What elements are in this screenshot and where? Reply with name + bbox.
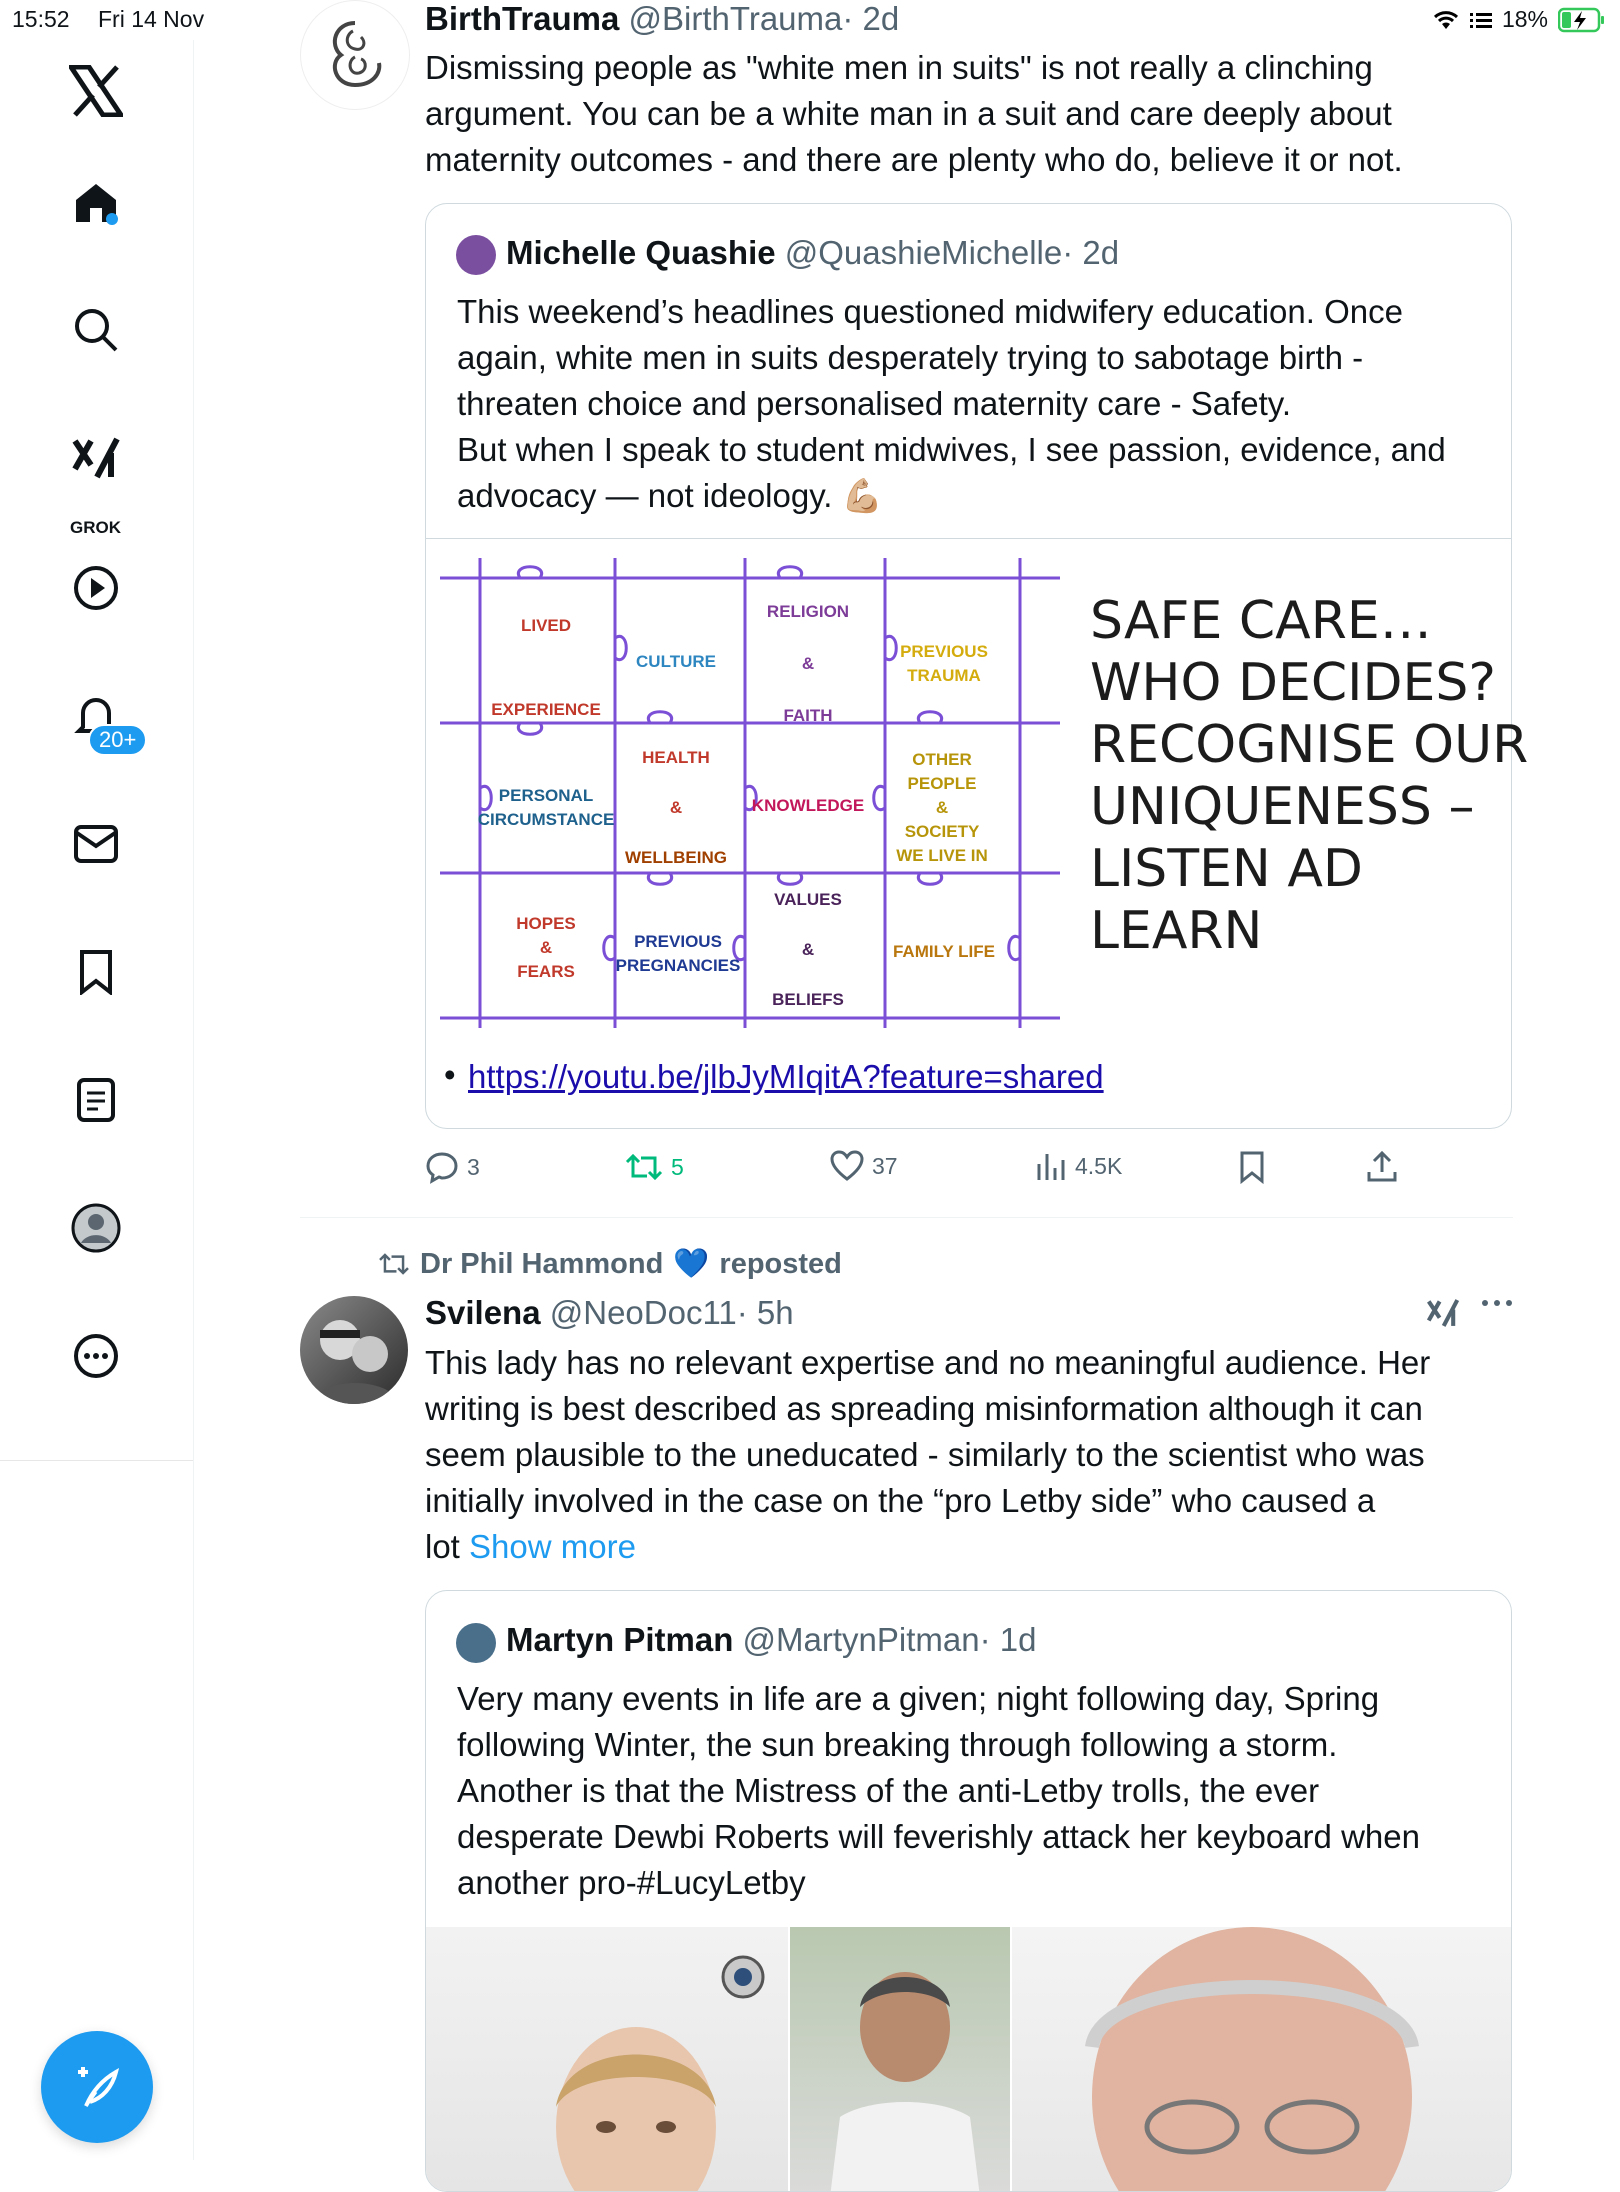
- nav-search[interactable]: [60, 294, 132, 366]
- svilena-photo-icon: [300, 1296, 408, 1404]
- repost-icon: [378, 1250, 410, 1278]
- share-icon: [1366, 1150, 1398, 1184]
- quote2-text: [457, 1676, 1497, 1906]
- link-bullet: •: [444, 1056, 456, 1093]
- puzzle-word: [908, 772, 977, 796]
- puzzle-word: [478, 808, 615, 832]
- notifications-badge: 20+: [88, 724, 147, 756]
- puzzle-word-text: CIRCUMSTANCE: [477, 810, 615, 829]
- puzzle-word-text: PREVIOUS: [634, 932, 722, 951]
- puzzle-word-text: &: [669, 798, 683, 817]
- bookmark-icon: [1238, 1150, 1266, 1184]
- svilena-avatar[interactable]: [300, 1296, 408, 1404]
- wifi-icon: [1432, 9, 1460, 31]
- repost-by-name[interactable]: Dr Phil Hammond: [420, 1247, 664, 1280]
- grok-icon: [71, 435, 121, 481]
- puzzle-word-text: FEARS: [517, 962, 575, 981]
- mail-icon: [73, 824, 119, 864]
- puzzle-word-text: LIVED: [520, 616, 572, 635]
- puzzle-word-text: RELIGION: [766, 602, 850, 621]
- puzzle-word-text: BELIEFS: [772, 990, 844, 1009]
- quote2-handle: @MartynPitman: [742, 1621, 980, 1658]
- puzzle-word-text: &: [935, 798, 949, 817]
- quote2-time: · 1d: [979, 1621, 1037, 1658]
- woman-face-icon: [536, 2017, 736, 2192]
- views-button[interactable]: [1035, 1150, 1122, 1182]
- puzzle-word: [912, 748, 972, 772]
- puzzle-word-text: &: [801, 940, 815, 959]
- puzzle-word: [499, 784, 593, 808]
- x-logo-icon: [69, 65, 123, 117]
- nav-profile[interactable]: [60, 1192, 132, 1264]
- status-right: [1432, 6, 1606, 33]
- quote1-line: This weekend’s headlines questioned midwifery education. Once: [457, 293, 1403, 330]
- sidebar-divider: [0, 1460, 193, 1461]
- tweet2-quote-card[interactable]: [425, 1590, 1512, 2192]
- bald-man-face-icon: [1042, 1927, 1462, 2192]
- battery-percent: 18%: [1501, 6, 1548, 32]
- puzzle-word-text: HEALTH: [642, 748, 710, 767]
- list-icon: [76, 1077, 116, 1123]
- repost-label: reposted: [719, 1247, 842, 1280]
- puzzle-word: [642, 746, 710, 770]
- martyn-avatar: [456, 1623, 496, 1663]
- tweet2-name[interactable]: Svilena: [425, 1294, 541, 1331]
- puzzle-word: [900, 640, 988, 664]
- puzzle-word: [636, 650, 716, 674]
- quote1-header: [506, 234, 1119, 272]
- quote2-line: Very many events in life are a given; night following day, Spring: [457, 1680, 1380, 1717]
- puzzle-word: [802, 938, 814, 962]
- puzzle-word-text: PREVIOUS: [900, 642, 988, 661]
- tweet1-time[interactable]: · 2d: [842, 0, 900, 37]
- grok-explain-button[interactable]: [1426, 1297, 1460, 1334]
- reply-count: 3: [467, 1153, 480, 1180]
- puzzle-word: [517, 960, 575, 984]
- battery-charging-icon: [1558, 7, 1606, 33]
- youtube-link[interactable]: https://youtu.be/jlbJyMIqitA?feature=shared: [468, 1058, 1104, 1095]
- quote1-line: But when I speak to student midwives, I see passion, evidence, and: [457, 431, 1446, 468]
- puzzle-word-text: FAITH: [783, 706, 833, 725]
- police-crest-icon: [718, 1947, 768, 2007]
- nav-lists[interactable]: [60, 1064, 132, 1136]
- show-more-link[interactable]: Show more: [469, 1528, 636, 1565]
- status-date: Fri 14 Nov: [98, 6, 205, 32]
- tweet1-name[interactable]: BirthTrauma: [425, 0, 620, 37]
- views-chart-icon: [1035, 1150, 1067, 1182]
- puzzle-word: [625, 846, 727, 870]
- quote2-name: Martyn Pitman: [506, 1621, 734, 1658]
- blue-heart-emoji: 💙: [673, 1248, 710, 1280]
- nav-home[interactable]: [60, 166, 132, 238]
- quote1-time: · 2d: [1062, 234, 1120, 271]
- quote2-line: Another is that the Mistress of the anti-Letby trolls, the ever: [457, 1772, 1320, 1809]
- puzzle-word-text: WELLBEING: [625, 848, 727, 867]
- like-button[interactable]: [830, 1150, 898, 1182]
- repost-count: 5: [671, 1153, 684, 1180]
- nav-grok[interactable]: [60, 422, 132, 494]
- puzzle-word: [521, 614, 571, 638]
- x-logo[interactable]: [60, 55, 132, 127]
- headline-line: LEARN: [1090, 901, 1263, 961]
- tweet-divider: [300, 1217, 1513, 1218]
- quote1-text: [457, 289, 1497, 519]
- quote2-header: [506, 1621, 1036, 1659]
- tweet1-handle[interactable]: @BirthTrauma: [628, 0, 843, 37]
- puzzle-word-text: &: [539, 938, 553, 957]
- grok-label: GROK: [70, 518, 121, 537]
- tweet1-header: [425, 0, 899, 42]
- puzzle-word: [634, 930, 722, 954]
- nav-more[interactable]: [60, 1320, 132, 1392]
- more-circle-icon: [73, 1333, 119, 1379]
- compose-button[interactable]: [41, 2031, 153, 2143]
- puzzle-word-text: CULTURE: [636, 652, 716, 671]
- puzzle-word-text: EXPERIENCE: [491, 700, 601, 719]
- quote1-line: advocacy — not ideology. 💪🏼: [457, 477, 883, 514]
- puzzle-word: [670, 796, 682, 820]
- tweet2-time[interactable]: · 5h: [736, 1294, 794, 1331]
- search-icon: [73, 307, 119, 353]
- puzzle-word: [616, 954, 741, 978]
- profile-avatar-icon: [71, 1203, 121, 1253]
- nav-video[interactable]: [60, 552, 132, 624]
- puzzle-word-text: PEOPLE: [907, 774, 977, 793]
- repost-context: [378, 1247, 842, 1281]
- puzzle-word-text: KNOWLEDGE: [751, 796, 865, 815]
- tweet1-text: Dismissing people as "white men in suits" is not really a clinching argument. You can be a white man in a suit and care deeply about maternity outcomes - and there are plenty who do, believe it or not.: [425, 49, 1403, 178]
- puzzle-word: [752, 794, 864, 818]
- quote1-handle: @QuashieMichelle: [784, 234, 1063, 271]
- quote1-line: again, white men in suits desperately trying to sabotage birth -: [457, 339, 1364, 376]
- headline-line: UNIQUENESS –: [1090, 777, 1475, 837]
- birthtrauma-logo-icon: [301, 1, 409, 109]
- puzzle-word: [936, 796, 948, 820]
- puzzle-word-text: TRAUMA: [907, 666, 981, 685]
- like-count: 37: [872, 1152, 898, 1179]
- reply-icon: [425, 1150, 459, 1184]
- heart-icon: [830, 1150, 864, 1182]
- man-face-icon: [830, 1947, 980, 2192]
- grok-icon: [1426, 1297, 1460, 1329]
- repost-icon: [625, 1150, 663, 1184]
- tweet2-header: [425, 1290, 794, 1336]
- puzzle-word: [772, 988, 844, 1012]
- headline-line: WHO DECIDES?: [1090, 653, 1497, 713]
- quote2-line: another pro-#LucyLetby: [457, 1864, 806, 1901]
- nav-messages[interactable]: [60, 808, 132, 880]
- views-count: 4.5K: [1075, 1152, 1123, 1179]
- puzzle-word-text: PREGNANCIES: [615, 956, 741, 975]
- puzzle-word-text: &: [801, 654, 815, 673]
- quote1-name: Michelle Quashie: [506, 234, 776, 271]
- more-options-button[interactable]: [1480, 1296, 1514, 1315]
- puzzle-word-text: WE LIVE IN: [896, 846, 988, 865]
- status-time: 15:52: [12, 6, 70, 32]
- sidebar: [0, 40, 194, 2160]
- tweet2-handle[interactable]: @NeoDoc11: [549, 1294, 737, 1331]
- puzzle-word-text: SOCIETY: [904, 822, 980, 841]
- share-button[interactable]: [1366, 1150, 1398, 1184]
- puzzle-word: [905, 820, 980, 844]
- puzzle-word: [783, 704, 832, 728]
- bookmark-icon: [76, 949, 116, 995]
- puzzle-word-text: OTHER: [912, 750, 972, 769]
- tweet2-line: initially involved in the case on the “pro Letby side” who caused a: [425, 1482, 1376, 1519]
- headline-line: RECOGNISE OUR: [1090, 715, 1529, 775]
- play-circle-icon: [73, 565, 119, 611]
- puzzle-word: [907, 664, 981, 688]
- headline-line: SAFE CARE…: [1090, 591, 1432, 651]
- puzzle-word: [540, 936, 552, 960]
- puzzle-word-text: PERSONAL: [498, 786, 594, 805]
- birthtrauma-avatar[interactable]: [300, 0, 410, 110]
- tweet2-line-last: lot: [425, 1528, 460, 1565]
- quote2-photo-1[interactable]: [426, 1927, 788, 2192]
- more-dots-icon: [1480, 1296, 1514, 1310]
- puzzle-word: [774, 888, 842, 912]
- puzzle-word: [802, 652, 814, 676]
- tweet2-line: writing is best described as spreading misinformation although it can: [425, 1390, 1423, 1427]
- quote2-photo-2[interactable]: [790, 1927, 1010, 2192]
- tweet2-text: [425, 1340, 1525, 1570]
- puzzle-word-text: FAMILY LIFE: [892, 942, 996, 961]
- home-notification-dot: [106, 213, 118, 225]
- headline-line: LISTEN AD: [1090, 839, 1363, 899]
- quote2-photo-3[interactable]: [1012, 1927, 1512, 2192]
- puzzle-word-text: VALUES: [774, 890, 842, 909]
- puzzle-word: [491, 698, 601, 722]
- quote1-line: threaten choice and personalised maternity care - Safety.: [457, 385, 1292, 422]
- puzzle-headline: [1090, 590, 1528, 962]
- puzzle-word: [896, 844, 988, 868]
- compose-feather-icon: [72, 2062, 122, 2112]
- michelle-avatar: [456, 235, 496, 275]
- reply-button[interactable]: [425, 1150, 480, 1184]
- puzzle-word: [516, 912, 576, 936]
- quote2-line: following Winter, the sun breaking through following a storm.: [457, 1726, 1338, 1763]
- quote2-line: desperate Dewbi Roberts will feverishly attack her keyboard when: [457, 1818, 1420, 1855]
- puzzle-word: [893, 940, 995, 964]
- tweet2-line: This lady has no relevant expertise and no meaningful audience. Her: [425, 1344, 1431, 1381]
- tweet2-line: seem plausible to the uneducated - similarly to the scientist who was: [425, 1436, 1425, 1473]
- list-status-icon: [1470, 11, 1492, 29]
- puzzle-word: [767, 600, 849, 624]
- bookmark-button[interactable]: [1238, 1150, 1266, 1184]
- puzzle-word-text: HOPES: [516, 914, 576, 933]
- repost-button[interactable]: [625, 1150, 684, 1184]
- nav-bookmarks[interactable]: [60, 936, 132, 1008]
